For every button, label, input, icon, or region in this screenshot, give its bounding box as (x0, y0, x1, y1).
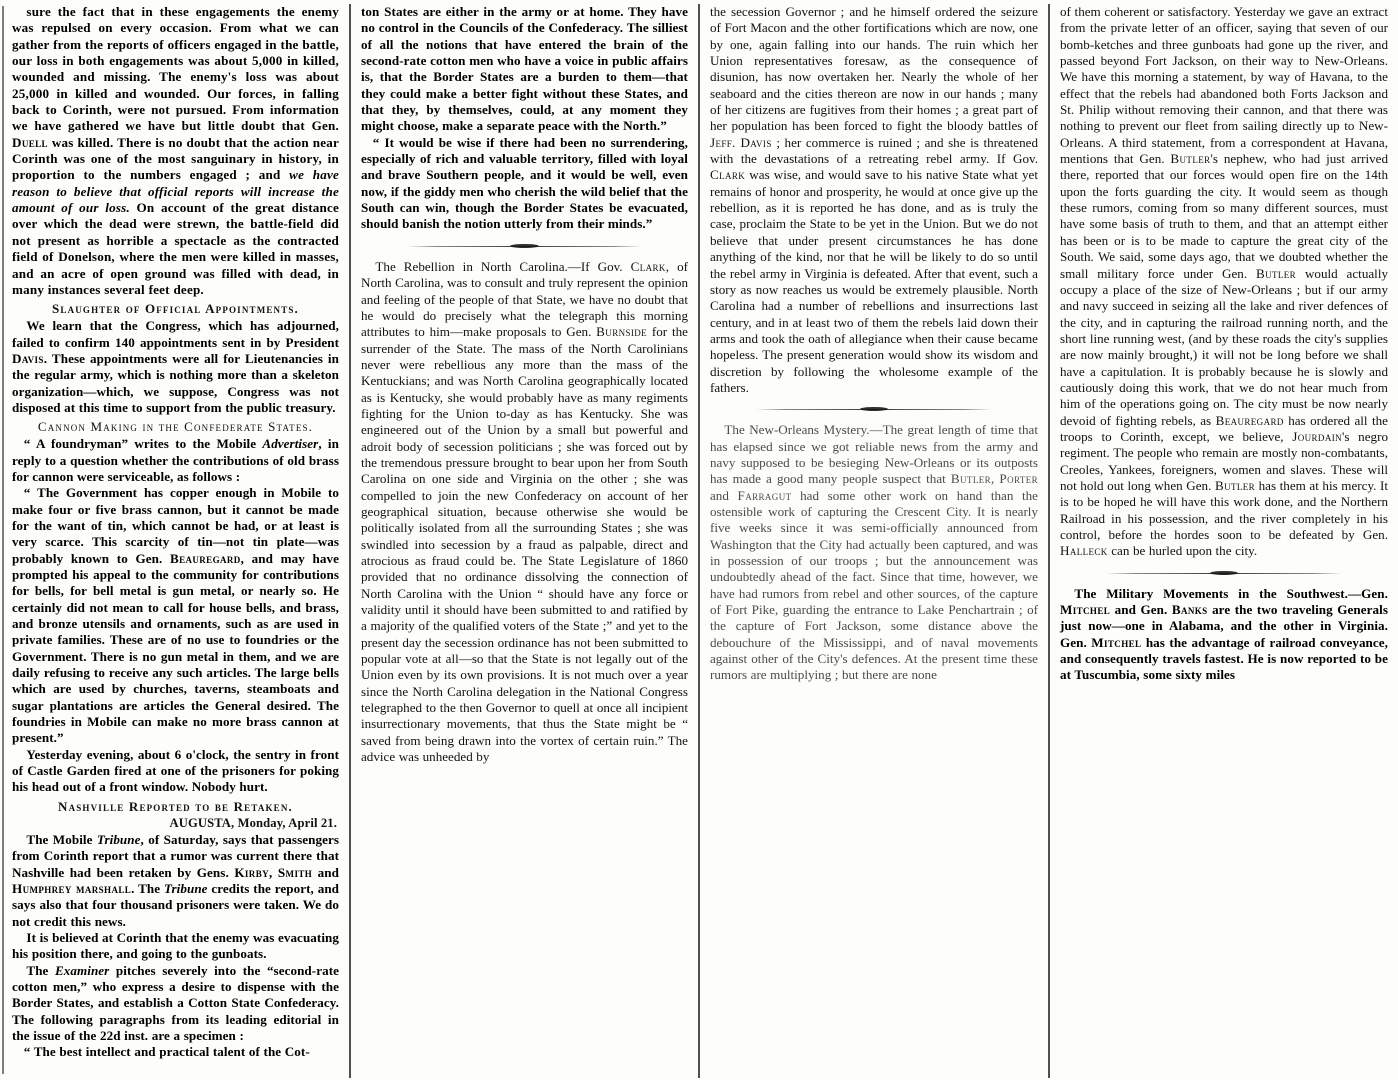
ornamental-divider (1106, 567, 1342, 581)
paragraph: “ A foundryman” writes to the Mobile Advertiser, in reply to a question whether the contributions of old brass for cannon were serviceable, as follows : (12, 436, 339, 484)
headline-cannon-making-confederate-states: Cannon Making in the Confederate States. (37, 419, 314, 435)
article-castle-garden-sentry (12, 747, 339, 796)
article-new-orleans-continued (1060, 4, 1388, 560)
article-military-movements-southwest (1060, 586, 1388, 684)
paragraph: The Rebellion in North Carolina.—If Gov. Clark, of North Carolina, was to consult and truly represent the opinion and feeling of the people of that State, we have no doubt that he would do precisely what the telegraph this morning attributes to him—make proposals to Gen. Burnside for the surrender of the State. The mass of the North Carolinians never were rebellious any more than the mass of the Kentuckians; and was North Carolina geographically located as is Kentucky, she would probably have as many regiments fighting for the Union to-day as has Kentucky. She was engineered out of the Union by a small but powerful and adroit body of secession politicians ; she was forced out by the tremendous pressure brought to bear upon her from South Carolina on one side and Virginia on the other ; she was compelled to join the new Confederacy on account of her geographical situation, because otherwise she would be politically isolated from all the surrounding States ; she was swindled into secession by a fraud as palpable, direct and atrocious as fraud could be. The State Legislature of 1860 provided that no ordinance dissolving the connection of North Carolina with the Union “ should have any force or validity until it should have been submitted to and ratified by a majority of the qualified voters of the State ;” and yet to the present day the secession ordinance has not been submitted to popular vote at all—so that the State is not legally out of the Union even by its own provisions. It is not much over a year since the North Carolina delegation in the National Congress telegraphed to the then Governor to quell at once all incipient insurrectionary movements, that thus the State might be “ saved from being drawn into the vortex of certain ruin.” The advice was unheeded by (361, 258, 688, 765)
paragraph-quotation: “ It would be wise if there had been no surrendering, especially of rich and valuable territory, filled with loyal and brave Southern people, and it would be well, even now, if the giddy men who cherish the wild belief that the South can win, though the Border States be evacuated, should banish the notion utterly from their minds.” (361, 134, 688, 232)
article-nashville-retaken (12, 832, 339, 1061)
article-north-carolina-continued (710, 4, 1038, 396)
column-2 (349, 0, 698, 1080)
article-new-orleans-mystery (710, 422, 1038, 684)
column-1 (0, 0, 349, 1080)
ornamental-divider (756, 403, 992, 417)
paragraph-quotation: “ The best intellect and practical talent of the Cot- (23, 1044, 310, 1060)
article-rebellion-in-north-carolina (361, 259, 688, 766)
headline-slaughter-of-official-appointments: Slaughter of Official Appointments. (52, 301, 299, 317)
column-3 (698, 0, 1048, 1080)
paragraph: The New-Orleans Mystery.—The great length of time that has elapsed since we got reliable news from the army and navy supposed to be besieging New-Orleans or its outposts has made a good many people suspect that Butler, Porter and Farragut had some other work on hand than the ostensible work of capturing the Crescent City. It is nearly five weeks since it was semi-officially announced from Washington that the City had actually been captured, and was in possession of our troops ; but the announcement was undoubtedly ahead of the fact. Since that time, however, we have had rumors from rebel and other sources, of the capture of Fort Pike, guarding the entrance to Lake Penchartrain ; of the capture of Fort Jackson, some distance above the debouchure of the Mississippi, and of naval movements against other of the City's defences. At the present time these rumors are multiplying ; but there are none (710, 422, 1038, 683)
paragraph: The Mobile Tribune, of Saturday, says that passengers from Corinth report that a rumor was current there that Nashville had been retaken by Gens. Kirby, Smith and Humphrey marshall. The Tribune credits the report, and says also that four thousand prisoners were taken. We do not credit this news. (12, 831, 340, 929)
paragraph: Yesterday evening, about 6 o'clock, the sentry in front of Castle Garden fired at one of the prisoners for poking his head out of a front window. Nobody hurt. (12, 746, 339, 795)
ornamental-divider (407, 240, 642, 254)
paragraph: sure the fact that in these engagements the enemy was repulsed on every occasion. From what we can gather from the reports of officers engaged in the battle, our loss in both engagements was about 5,000 in killed, wounded and missing. The enemy's loss was about 25,000 in killed and wounded. Our forces, in falling back to Corinth, were not pursued. From information we have gathered we have but little doubt that Gen. Duell was killed. There is no doubt that the action near Corinth was one of the most sanguinary in history, in proportion to the numbers engaged ; and we have reason to believe that official reports will increase the amount of our loss. On account of the great distance over which the dead were strewn, the battle-field did not present as horrible a spectacle as the contracted field of Donelson, where the men were killed in masses, and an acre of open ground was filled with dead, in many instances several feet deep. (12, 4, 339, 297)
paragraph: the secession Governor ; and he himself ordered the seizure of Fort Macon and the other fortifications which are now, one by one, again falling into our hands. The ruin which her Union representatives foresaw, as the consequence of disunion, has now overtaken her. Nearly the whole of her seaboard and the cities thereon are now in our hands ; many of her citizens are fugitives from their homes ; a great part of her population has been forced to fight the bloody battles of Jeff. Davis ; her commerce is ruined ; and she is threatened with the devastations of a retreating rebel army. If Gov. Clark was wise, and would save to his native State what yet remains of honor and prosperity, he would at once give up the rebellion, as it is reported he has done, and as is truly the case, proclaim the State to be yet in the Union. But we do not believe that under present circumstances he has done anything of the kind, nor that he will be likely to do so until the rebel army in Virginia is defeated. After that event, such a story as now reaches us would be extremely plausible. North Carolina had a number of rebellions and insurrections last century, and in at least two of them the rebels laid down their arms and took the oath of allegiance when their cause became hopeless. The present generation would show its wisdom and discretion by following the wholesome example of the fathers. (710, 4, 1038, 395)
article-cannon-making (12, 436, 339, 747)
article-cotton-states-continued (361, 4, 688, 233)
article-official-appointments (12, 318, 339, 416)
paragraph: It is believed at Corinth that the enemy was evacuating his position there, and going to the gunboats. (12, 929, 339, 962)
paragraph: of them coherent or satisfactory. Yesterday we gave an extract from the private letter of an officer, saying that seven of our bomb-ketches and three gunboats had gone up the river, and passed beyond Fort Jackson, on their way to New-Orleans. We have this morning a statement, by way of Havana, to the effect that the rebels had abandoned both Forts Jackson and St. Philip without removing their cannon, and that there was nothing to prevent our fleet from sailing directly up to New-Orleans. A third statement, from a correspondent at Havana, mentions that Gen. Butler's nephew, who had just arrived there, reported that our forces would open fire on the 14th upon the forts guarding the city. It would seem as though these rumors, coming from so many different sources, must have some basis of truth to them, and that an attempt either has been or is to be made to capture the great city of the South. We said, some days ago, that we doubted whether the small military force under Gen. Butler would actually occupy a place of the size of New-Orleans ; but if our army and navy succeed in seizing all the lake and river defences of the city, and in capturing the railroad running north, and the short line running west, (and by these roads the city's supplies are now mainly brought,) it will not be long before we shall have a capitulation. It is probably because he is slowly and cautiously doing this work, that we do not hear much from him of the operations going on. The city must be now nearly devoid of fighting rebels, as Beauregard has ordered all the troops to Corinth, except, we believe, Jourdain's negro regiment. The people who remain are mostly non-combatants, Creoles, Yankees, foreigners, women and slaves. These will not hold out long when Gen. Butler has them at his mercy. It is to be hoped he will have this work done, and the Northern Railroad in his possession, and the river completely in his control, before the hordes soon to be defeated by Gen. Halleck can be hurled upon the city. (1060, 4, 1388, 559)
column-4 (1048, 0, 1398, 1080)
paragraph: The Examiner pitches severely into the “second-rate cotton men,” who express a desire to dispense with the Border States, and establish a Cotton State Confederacy. The following paragraphs from its leading editorial in the issue of the 22d inst. are a specimen : (12, 962, 339, 1043)
paragraph-quotation: “ The Government has copper enough in Mobile to make four or five brass cannon, but it cannot be made for the want of tin, which cannot be had, or at least is very scarce. This scarcity of tin—not tin plate—was probably known to Gen. Beauregard, and may have prompted his appeal to the community for contributions for bells, for bell metal is gun metal, or nearly so. He certainly did not mean to call for house bells, and brass, and bronze utensils and ornaments, such as are used in private families. These are of no use to foundries or the Government. There is no gun metal in them, and we are daily refusing to receive any such articles. The large bells which are used by churches, taverns, steamboats and sugar plantations are articles the General desired. The foundries in Mobile can make no more brass cannon at present.” (12, 485, 339, 746)
article-corinth-battle-report (12, 4, 339, 298)
headline-nashville-reported-retaken: Nashville Reported to be Retaken. (58, 798, 293, 814)
paragraph: We learn that the Congress, which has adjourned, failed to confirm 140 appointments sent in by President Davis. These appointments were all for Lieutenancies in the regular army, which is nothing more than a skeleton organization—which, we suppose, Congress was not disposed at this time to support from the public treasury. (12, 318, 339, 415)
paragraph: The Military Movements in the Southwest.—Gen. Mitchel and Gen. Banks are the two traveling Generals just now—one in Alabama, and the other in Virginia. Gen. Mitchel has the advantage of railroad conveyance, and consequently travels fastest. He is now reported to be at Tuscumbia, some sixty miles (1060, 585, 1389, 683)
paragraph: ton States are either in the army or at home. They have no control in the Councils of the Confederacy. The silliest of all the notions that have entered the brain of the second-rate cotton men who have a voice in public affairs is, that the Border States are a burden to them—that they could make a better fight without these States, and that they, by themselves, could, at any moment they might choose, make a separate peace with the North.” (361, 4, 688, 134)
dateline-augusta: AUGUSTA, Monday, April 21. (169, 815, 337, 830)
